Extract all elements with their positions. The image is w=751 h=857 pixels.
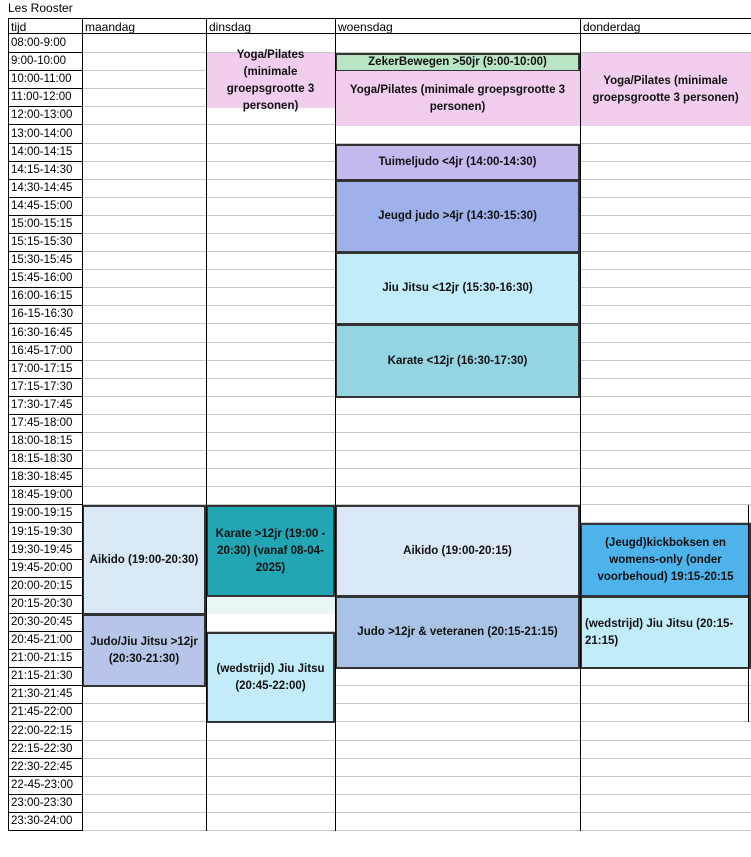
schedule-cell[interactable]: [82, 198, 206, 216]
schedule-cell[interactable]: [206, 144, 335, 162]
column-header-maandag: maandag: [82, 18, 206, 34]
schedule-cell[interactable]: [82, 415, 206, 433]
column-separator: [580, 18, 581, 831]
schedule-cell[interactable]: [335, 469, 580, 487]
schedule-cell[interactable]: [82, 234, 206, 252]
time-slot-label: 22:00-22:15: [8, 722, 82, 741]
lesson-block[interactable]: [335, 324, 580, 398]
lesson-label: Yoga/Pilates (minimale groepsgrootte 3 personen): [349, 83, 566, 113]
schedule-cell[interactable]: [580, 795, 751, 813]
schedule-cell[interactable]: [206, 759, 335, 777]
schedule-cell[interactable]: [580, 162, 751, 180]
schedule-cell[interactable]: [82, 704, 206, 722]
lesson-label: Aikido (19:00-20:30): [89, 553, 199, 566]
time-slot-label: 17:45-18:00: [8, 415, 82, 433]
column-separator: [748, 505, 749, 722]
schedule-cell[interactable]: [580, 722, 751, 741]
time-slot-label: 19:45-20:00: [8, 560, 82, 578]
time-slot-label: 21:00-21:15: [8, 650, 82, 668]
schedule-cell[interactable]: [580, 813, 751, 831]
schedule-cell[interactable]: [580, 270, 751, 288]
schedule-cell[interactable]: [206, 180, 335, 198]
schedule-cell[interactable]: [206, 361, 335, 379]
time-slot-label: 14:00-14:15: [8, 144, 82, 162]
schedule-cell[interactable]: [82, 469, 206, 487]
schedule-cell[interactable]: [580, 35, 751, 53]
schedule-cell[interactable]: [335, 704, 580, 722]
schedule-cell[interactable]: [82, 451, 206, 469]
time-slot-label: 15:00-15:15: [8, 216, 82, 234]
schedule-cell[interactable]: [206, 270, 335, 288]
time-slot-label: 19:15-19:30: [8, 523, 82, 542]
schedule-cell[interactable]: [82, 252, 206, 270]
schedule-cell[interactable]: [580, 433, 751, 451]
schedule-cell[interactable]: [82, 487, 206, 505]
time-slot-label: 18:15-18:30: [8, 451, 82, 469]
lesson-label: (wedstrijd) Jiu Jitsu (20:15-21:15): [585, 617, 734, 647]
lesson-label: Karate >12jr (19:00 - 20:30) (vanaf 08-04-2025): [215, 527, 326, 574]
lesson-label: (Jeugd)kickboksen en womens-only (onder voorbehoud) 19:15-20:15: [597, 536, 734, 583]
time-slot-label: 21:30-21:45: [8, 686, 82, 704]
time-slot-label: 22:30-22:45: [8, 759, 82, 777]
schedule-cell[interactable]: [335, 795, 580, 813]
schedule-cell[interactable]: [82, 306, 206, 324]
schedule-cell[interactable]: [335, 722, 580, 741]
lesson-block[interactable]: [82, 614, 206, 687]
time-slot-label: 22:15-22:30: [8, 741, 82, 759]
schedule-cell[interactable]: [206, 614, 335, 632]
column-header-woensdag: woensdag: [335, 18, 580, 34]
schedule-cell[interactable]: [580, 759, 751, 777]
schedule-cell[interactable]: [580, 487, 751, 505]
time-slot-label: 14:30-14:45: [8, 180, 82, 198]
schedule-cell[interactable]: [335, 487, 580, 505]
schedule-cell[interactable]: [335, 813, 580, 831]
time-slot-label: 16:30-16:45: [8, 324, 82, 343]
schedule-cell[interactable]: [206, 379, 335, 397]
schedule-cell[interactable]: [206, 216, 335, 234]
schedule-cell[interactable]: [335, 433, 580, 451]
time-slot-label: 11:00-12:00: [8, 89, 82, 107]
schedule-cell[interactable]: [206, 451, 335, 469]
schedule-cell[interactable]: [580, 668, 751, 686]
schedule-cell[interactable]: [206, 813, 335, 831]
lesson-block[interactable]: [335, 252, 580, 325]
schedule-cell[interactable]: [206, 198, 335, 216]
schedule-cell[interactable]: [82, 741, 206, 759]
time-slot-label: 13:00-14:00: [8, 125, 82, 144]
time-slot-label: 15:30-15:45: [8, 252, 82, 270]
schedule-cell[interactable]: [580, 144, 751, 162]
lesson-block[interactable]: [580, 53, 751, 126]
time-slot-label: 15:15-15:30: [8, 234, 82, 252]
schedule-cell[interactable]: [206, 252, 335, 270]
schedule-cell[interactable]: [206, 415, 335, 433]
schedule-cell[interactable]: [580, 252, 751, 270]
lesson-block[interactable]: [206, 632, 335, 723]
column-header-donderdag: donderdag: [580, 18, 751, 34]
schedule-cell[interactable]: [82, 89, 206, 107]
time-slot-label: 9:00-10:00: [8, 53, 82, 71]
schedule-cell[interactable]: [580, 306, 751, 324]
schedule-cell[interactable]: [580, 234, 751, 252]
schedule-cell[interactable]: [580, 198, 751, 216]
schedule-cell[interactable]: [580, 704, 751, 722]
schedule-cell[interactable]: [335, 759, 580, 777]
schedule-cell[interactable]: [82, 759, 206, 777]
schedule-cell[interactable]: [335, 415, 580, 433]
time-slot-label: 14:15-14:30: [8, 162, 82, 180]
schedule-cell[interactable]: [580, 216, 751, 234]
schedule-cell[interactable]: [206, 162, 335, 180]
time-slot-label: 23:30-24:00: [8, 813, 82, 831]
schedule-cell[interactable]: [82, 180, 206, 198]
column-separator: [206, 18, 207, 831]
schedule-cell[interactable]: [82, 397, 206, 415]
schedule-cell[interactable]: [335, 686, 580, 704]
schedule-cell[interactable]: [206, 487, 335, 505]
time-slot-label: 18:00-18:15: [8, 433, 82, 451]
schedule-cell[interactable]: [580, 180, 751, 198]
schedule-cell[interactable]: [82, 35, 206, 53]
empty-block: [206, 596, 335, 614]
time-slot-label: 19:30-19:45: [8, 542, 82, 560]
schedule-cell[interactable]: [580, 469, 751, 487]
schedule-cell[interactable]: [335, 741, 580, 759]
schedule-cell[interactable]: [82, 324, 206, 343]
time-slot-label: 20:45-21:00: [8, 632, 82, 650]
schedule-cell[interactable]: [580, 361, 751, 379]
schedule-cell[interactable]: [580, 379, 751, 397]
lesson-block[interactable]: [335, 53, 580, 72]
time-slot-label: 20:00-20:15: [8, 578, 82, 596]
lesson-label: (wedstrijd) Jiu Jitsu (20:45-22:00): [216, 662, 325, 692]
schedule-cell[interactable]: [580, 451, 751, 469]
schedule-cell[interactable]: [82, 777, 206, 795]
schedule-cell[interactable]: [335, 451, 580, 469]
sheet-title: Les Rooster: [8, 1, 73, 15]
time-slot-label: 16:00-16:15: [8, 288, 82, 306]
schedule-cell[interactable]: [206, 343, 335, 361]
schedule-cell[interactable]: [580, 397, 751, 415]
column-separator: [335, 18, 336, 831]
schedule-cell[interactable]: [206, 777, 335, 795]
column-separator: [8, 18, 9, 831]
lesson-block[interactable]: [335, 505, 580, 597]
column-header-dinsdag: dinsdag: [206, 18, 335, 34]
time-slot-label: 15:45-16:00: [8, 270, 82, 288]
time-slot-label: 18:30-18:45: [8, 469, 82, 487]
lesson-block[interactable]: [335, 596, 580, 669]
lesson-label: Jeugd judo >4jr (14:30-15:30): [378, 210, 537, 222]
schedule-cell[interactable]: [206, 125, 335, 144]
time-slot-label: 21:15-21:30: [8, 668, 82, 686]
schedule-cell[interactable]: [82, 270, 206, 288]
time-slot-label: 17:00-17:15: [8, 361, 82, 379]
time-slot-label: 20:15-20:30: [8, 596, 82, 614]
column-separator: [82, 18, 83, 831]
lesson-label: Judo/Jiu Jitsu >12jr (20:30-21:30): [90, 635, 198, 665]
time-slot-label: 17:30-17:45: [8, 397, 82, 415]
schedule-cell[interactable]: [206, 288, 335, 306]
time-slot-label: 19:00-19:15: [8, 505, 82, 523]
column-header-tijd: tijd: [8, 18, 82, 34]
lesson-label: ZekerBewegen >50jr (9:00-10:00): [368, 56, 547, 68]
schedule-cell[interactable]: [580, 686, 751, 704]
lesson-label: Yoga/Pilates (minimale groepsgrootte 3 personen): [592, 74, 739, 104]
lesson-block[interactable]: [206, 48, 335, 112]
time-slot-label: 22-45-23:00: [8, 777, 82, 795]
schedule-cell[interactable]: [335, 125, 580, 144]
schedule-cell[interactable]: [580, 415, 751, 433]
schedule-cell[interactable]: [82, 722, 206, 741]
lesson-block[interactable]: [82, 505, 206, 615]
schedule-cell[interactable]: [580, 505, 751, 523]
schedule-cell[interactable]: [82, 144, 206, 162]
lesson-block[interactable]: [335, 144, 580, 181]
schedule-cell[interactable]: [206, 795, 335, 813]
schedule-cell[interactable]: [82, 125, 206, 144]
schedule-cell[interactable]: [335, 35, 580, 53]
schedule-cell[interactable]: [206, 324, 335, 343]
schedule-cell[interactable]: [82, 379, 206, 397]
schedule-cell[interactable]: [82, 216, 206, 234]
lesson-block[interactable]: [335, 71, 580, 126]
time-slot-label: 16-15-16:30: [8, 306, 82, 324]
time-slot-label: 08:00-9:00: [8, 35, 82, 53]
schedule-cell[interactable]: [580, 741, 751, 759]
time-slot-label: 17:15-17:30: [8, 379, 82, 397]
schedule-cell[interactable]: [82, 53, 206, 71]
schedule-cell[interactable]: [335, 397, 580, 415]
lesson-label: Judo >12jr & veteranen (20:15-21:15): [357, 626, 558, 638]
schedule-cell[interactable]: [82, 686, 206, 704]
schedule-cell[interactable]: [206, 722, 335, 741]
schedule-cell[interactable]: [580, 324, 751, 343]
time-slot-label: 23:00-23:30: [8, 795, 82, 813]
schedule-cell[interactable]: [206, 234, 335, 252]
schedule-cell[interactable]: [580, 777, 751, 795]
schedule-cell[interactable]: [82, 813, 206, 831]
schedule-cell[interactable]: [82, 361, 206, 379]
lesson-label: Aikido (19:00-20:15): [403, 544, 512, 557]
lesson-block[interactable]: [206, 505, 335, 597]
schedule-cell[interactable]: [580, 125, 751, 144]
time-slot-label: 14:45-15:00: [8, 198, 82, 216]
schedule-cell[interactable]: [580, 343, 751, 361]
schedule-cell[interactable]: [82, 162, 206, 180]
lesson-label: Jiu Jitsu <12jr (15:30-16:30): [382, 282, 533, 294]
time-slot-label: 21:45-22:00: [8, 704, 82, 722]
time-slot-label: 16:45-17:00: [8, 343, 82, 361]
lesson-label: Yoga/Pilates (minimale groepsgrootte 3 personen): [226, 48, 315, 112]
schedule-cell[interactable]: [82, 795, 206, 813]
schedule-cell[interactable]: [206, 306, 335, 324]
schedule-cell[interactable]: [206, 469, 335, 487]
schedule-cell[interactable]: [206, 741, 335, 759]
schedule-cell[interactable]: [580, 288, 751, 306]
schedule-cell[interactable]: [82, 71, 206, 89]
time-slot-label: 10:00-11:00: [8, 71, 82, 89]
schedule-cell[interactable]: [82, 343, 206, 361]
schedule-cell[interactable]: [335, 777, 580, 795]
lesson-label: Karate <12jr (16:30-17:30): [387, 354, 528, 367]
schedule-cell[interactable]: [82, 288, 206, 306]
schedule-cell[interactable]: [82, 433, 206, 451]
schedule-cell[interactable]: [335, 668, 580, 686]
schedule-cell[interactable]: [82, 107, 206, 125]
schedule-cell[interactable]: [206, 433, 335, 451]
lesson-block[interactable]: [580, 523, 751, 597]
lesson-block[interactable]: [580, 596, 751, 669]
schedule-cell[interactable]: [206, 397, 335, 415]
time-slot-label: 20:30-20:45: [8, 614, 82, 632]
lesson-block[interactable]: [335, 180, 580, 253]
time-slot-label: 12:00-13:00: [8, 107, 82, 125]
time-slot-label: 18:45-19:00: [8, 487, 82, 505]
lesson-label: Tuimeljudo <4jr (14:00-14:30): [378, 156, 537, 168]
